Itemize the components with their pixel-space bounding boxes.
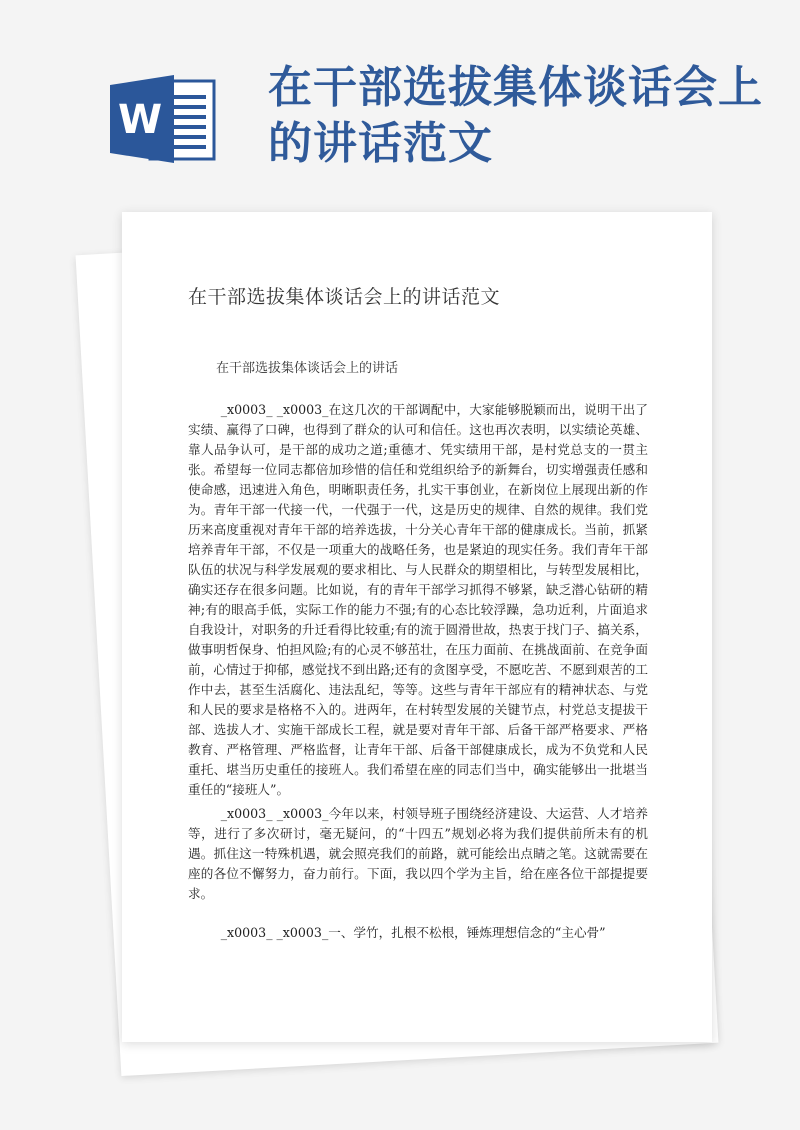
document-subtitle: 在干部选拔集体谈话会上的讲话: [216, 361, 399, 376]
word-document-icon: [110, 75, 218, 163]
paragraph-3: _x0003_ _x0003_一、学竹，扎根不松根，锤炼理想信念的“主心骨”: [220, 925, 606, 940]
paragraph-2: _x0003_ _x0003_今年以来，村领导班子围绕经济建设、大运营、人才培养等，进行了多次研讨，毫无疑问，的“十四五”规划必将为我们提供前所未有的机遇。抓住这一特殊机遇，就会照亮我们的前路，就可能绘出点睛之笔。这就需要在座的各位不懈努力，奋力前行。下面，我以四个学为主旨，给在座各位干部提提要求。: [188, 806, 648, 901]
header: [0, 0, 800, 215]
logo-letter: W: [117, 97, 163, 143]
document-page: [122, 212, 712, 1042]
paragraph-1: _x0003_ _x0003_在这几次的干部调配中，大家能够脱颖而出，说明干出了实绩、赢得了口碑，也得到了群众的认可和信任。这也再次表明，以实绩论英雄、靠人品争认可，是干部的成功之道;重德才、凭实绩用干部，是村党总支的一贯主张。希望每一位同志都倍加珍惜的信任和党组织给予的新舞台，切实增强责任感和使命感，迅速进入角色，明晰职责任务，扎实干事创业，在新岗位上展现出新的作为。青年干部一代接一代，一代强于一代，这是历史的规律、自然的规律。我们党历来高度重视对青年干部的培养选拔，十分关心青年干部的健康成长。当前，抓紧培养青年干部，不仅是一项重大的战略任务，也是紧迫的现实任务。我们青年干部队伍的状况与科学发展观的要求相比、与人民群众的期望相比，与转型发展相比，确实还存在很多问题。比如说，有的青年干部学习抓得不够紧，缺乏潜心钻研的精神;有的眼高手低，实际工作的能力不强;有的心态比较浮躁，急功近利，片面追求自我设计，对职务的升迁看得比较重;有的流于圆滑世故，热衷于找门子、搞关系，做事明哲保身、怕担风险;有的心灵不够茁壮，在压力面前、在挑战面前、在竞争面前，心情过于抑郁，感觉找不到出路;还有的贪图享受，不愿吃苦、不愿到艰苦的工作中去，甚至生活腐化、违法乱纪，等等。这些与青年干部应有的精神状态、与党和人民的要求是格格不入的。进两年，在村转型发展的关键节点，村党总支提拔干部、选拔人才、实施干部成长工程，就是要对青年干部、后备干部严格要求、严格教育、严格管理、严格监督，让青年干部、后备干部健康成长，成为不负党和人民重托、堪当历史重任的接班人。我们希望在座的同志们当中，确实能够出一批堪当重任的“接班人”。: [188, 402, 648, 797]
header-title: 在干部选拔集体谈话会上的讲话范文: [268, 62, 763, 169]
document-title: 在干部选拔集体谈话会上的讲话范文: [188, 286, 501, 308]
